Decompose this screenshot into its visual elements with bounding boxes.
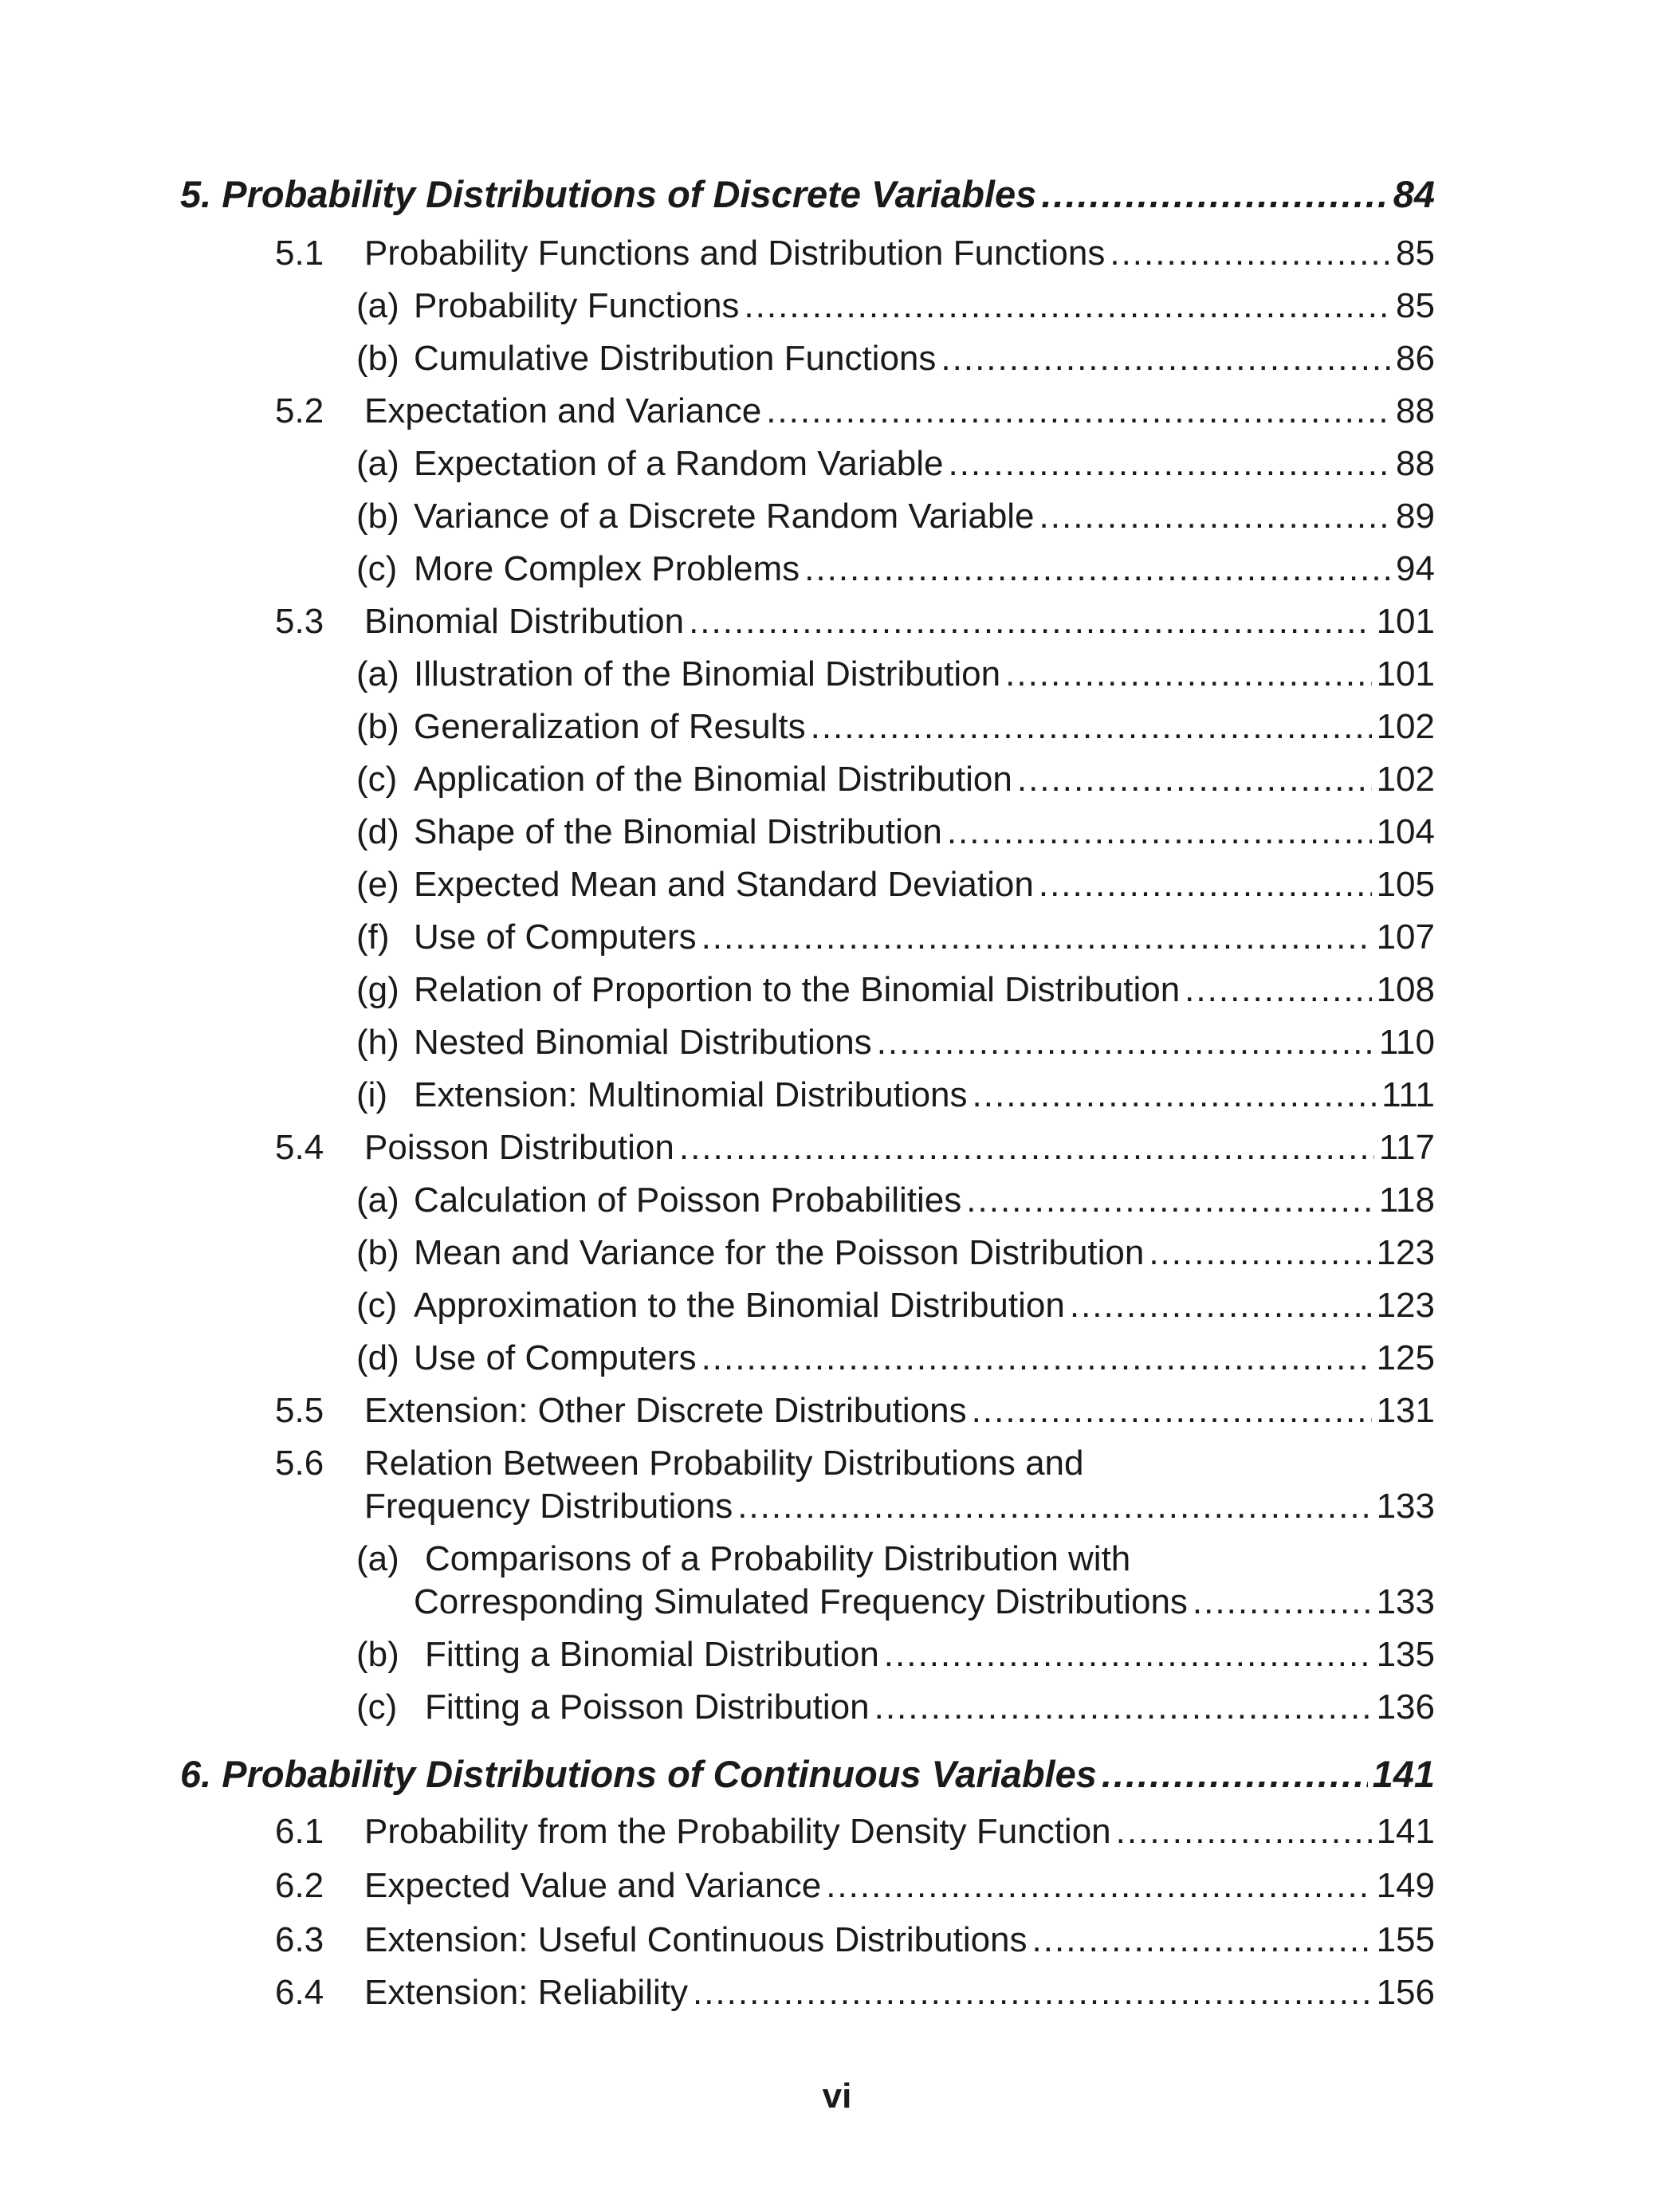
subsection-title: Generalization of Results	[414, 707, 806, 746]
subsection-5-4-a-entry	[356, 1177, 1435, 1224]
dot-leader	[737, 1483, 1371, 1530]
subsection-5-3-g-entry	[356, 966, 1435, 1014]
section-title: Expectation and Variance	[364, 391, 762, 430]
dot-leader	[1116, 1808, 1372, 1856]
dot-leader	[1005, 650, 1371, 698]
subsection-title: Approximation to the Binomial Distribution	[414, 1286, 1065, 1325]
page-number: 125	[1376, 1338, 1435, 1377]
subsection-5-2-a-entry	[356, 440, 1435, 488]
dot-leader	[948, 440, 1391, 488]
section-title: Extension: Other Discrete Distributions	[364, 1391, 967, 1430]
page-number: 141	[1376, 1812, 1435, 1851]
page-number: 110	[1378, 1023, 1435, 1062]
page-number: 141	[1372, 1753, 1435, 1795]
dot-leader	[1102, 1750, 1368, 1798]
section-title: Poisson Distribution	[364, 1128, 674, 1167]
section-title: Probability from the Probability Density Function	[364, 1812, 1111, 1851]
dot-leader	[884, 1631, 1372, 1679]
subsection-title-line1: Comparisons of a Probability Distribution with	[425, 1539, 1131, 1578]
subsection-5-6-c-entry	[356, 1684, 1435, 1731]
section-number: 5.1	[275, 234, 324, 273]
subsection-5-2-c-entry	[356, 545, 1435, 593]
dot-leader	[1070, 1282, 1372, 1330]
page-number: 85	[1396, 234, 1435, 273]
section-number: 6.2	[275, 1866, 324, 1905]
subsection-title: Cumulative Distribution Functions	[414, 339, 937, 378]
section-title-line2: Frequency Distributions	[364, 1487, 733, 1526]
dot-leader	[941, 335, 1391, 383]
page-number: 88	[1396, 444, 1435, 483]
subsection-letter: (b)	[356, 1635, 399, 1674]
dot-leader	[811, 703, 1372, 751]
chapter-title: 6. Probability Distributions of Continuous Variables	[180, 1753, 1097, 1795]
section-number: 5.5	[275, 1391, 324, 1430]
dot-leader	[947, 808, 1372, 856]
dot-leader	[1193, 1578, 1372, 1626]
subsection-5-3-i-entry	[356, 1071, 1435, 1119]
section-title: Extension: Useful Continuous Distributions	[364, 1920, 1028, 1959]
section-6-1-entry	[275, 1808, 1435, 1856]
section-title: Extension: Reliability	[364, 1973, 688, 2012]
subsection-title: More Complex Problems	[414, 549, 800, 588]
subsection-letter: (i)	[356, 1075, 388, 1114]
page-number: 118	[1378, 1181, 1435, 1220]
section-5-5-entry	[275, 1387, 1435, 1435]
dot-leader	[966, 1177, 1374, 1224]
subsection-letter: (b)	[356, 339, 399, 378]
section-number: 5.6	[275, 1444, 324, 1483]
chapter-6-entry	[180, 1750, 1435, 1798]
page-number: 107	[1376, 917, 1435, 957]
subsection-5-3-f-entry	[356, 913, 1435, 961]
subsection-title: Calculation of Poisson Probabilities	[414, 1181, 962, 1220]
subsection-title: Probability Functions	[414, 286, 740, 325]
section-title: Binomial Distribution	[364, 602, 685, 641]
subsection-title: Application of the Binomial Distribution	[414, 760, 1012, 799]
subsection-letter: (c)	[356, 1286, 398, 1325]
page-number: 101	[1376, 654, 1435, 693]
section-number: 6.3	[275, 1920, 324, 1959]
dot-leader	[877, 1019, 1374, 1067]
subsection-5-6-b-entry	[356, 1631, 1435, 1679]
page-number: 94	[1396, 549, 1435, 588]
chapter-5-entry	[180, 171, 1435, 218]
page-number: 156	[1376, 1973, 1435, 2012]
section-number: 5.4	[275, 1128, 324, 1167]
page-number: 133	[1376, 1582, 1435, 1621]
subsection-5-3-h-entry	[356, 1019, 1435, 1067]
page-number: 123	[1376, 1286, 1435, 1325]
dot-leader	[1185, 966, 1371, 1014]
subsection-5-6-a-entry	[414, 1578, 1435, 1626]
page-number: 89	[1396, 497, 1435, 536]
section-5-6-heading-line	[275, 1440, 1084, 1487]
page-number: 86	[1396, 339, 1435, 378]
page-number: 88	[1396, 391, 1435, 430]
subsection-5-4-c-entry	[356, 1282, 1435, 1330]
dot-leader	[1017, 756, 1372, 803]
page-number: 84	[1393, 173, 1435, 215]
dot-leader	[701, 1334, 1372, 1382]
subsection-5-4-d-entry	[356, 1334, 1435, 1382]
page-number: 111	[1381, 1075, 1435, 1114]
subsection-5-1-b-entry	[356, 335, 1435, 383]
dot-leader	[1041, 171, 1388, 218]
subsection-letter: (c)	[356, 549, 398, 588]
page-number: 105	[1376, 865, 1435, 904]
section-number: 5.3	[275, 602, 324, 641]
subsection-letter: (a)	[356, 1181, 399, 1220]
page-number: 101	[1376, 602, 1435, 641]
dot-leader	[766, 387, 1391, 435]
subsection-letter: (c)	[356, 1687, 398, 1727]
subsection-letter: (g)	[356, 970, 399, 1009]
subsection-5-1-a-entry	[356, 282, 1435, 330]
subsection-title: Shape of the Binomial Distribution	[414, 812, 942, 851]
page-number: 117	[1378, 1128, 1435, 1167]
dot-leader	[804, 545, 1391, 593]
subsection-letter: (h)	[356, 1023, 399, 1062]
page-number: 135	[1376, 1635, 1435, 1674]
section-5-2-entry	[275, 387, 1435, 435]
section-6-2-entry	[275, 1862, 1435, 1910]
subsection-5-4-b-entry	[356, 1229, 1435, 1277]
dot-leader	[679, 1124, 1374, 1172]
page-number: 104	[1376, 812, 1435, 851]
subsection-letter: (d)	[356, 1338, 399, 1377]
subsection-letter: (b)	[356, 497, 399, 536]
dot-leader	[1032, 1916, 1372, 1964]
section-5-1-entry	[275, 230, 1435, 277]
chapter-title: 5. Probability Distributions of Discrete Variables	[180, 173, 1037, 215]
subsection-letter: (a)	[356, 444, 399, 483]
dot-leader	[973, 1071, 1377, 1119]
subsection-5-3-c-entry	[356, 756, 1435, 803]
subsection-letter: (e)	[356, 865, 399, 904]
dot-leader	[1110, 230, 1391, 277]
subsection-5-3-e-entry	[356, 861, 1435, 909]
subsection-title: Use of Computers	[414, 917, 697, 957]
subsection-title: Relation of Proportion to the Binomial Distribution	[414, 970, 1181, 1009]
section-number: 6.4	[275, 1973, 324, 2012]
subsection-title-line2: Corresponding Simulated Frequency Distributions	[414, 1582, 1188, 1621]
subsection-title: Nested Binomial Distributions	[414, 1023, 872, 1062]
page-number: 131	[1376, 1391, 1435, 1430]
subsection-5-2-b-entry	[356, 493, 1435, 540]
page-folio: vi	[822, 2076, 852, 2116]
section-title-line1: Relation Between Probability Distributions and	[364, 1444, 1084, 1483]
subsection-title: Extension: Multinomial Distributions	[414, 1075, 968, 1114]
page-number: 85	[1396, 286, 1435, 325]
subsection-letter: (f)	[356, 917, 390, 957]
dot-leader	[874, 1684, 1372, 1731]
dot-leader	[972, 1387, 1372, 1435]
subsection-5-3-b-entry	[356, 703, 1435, 751]
dot-leader	[693, 1969, 1372, 2017]
subsection-5-3-a-entry	[356, 650, 1435, 698]
subsection-letter: (a)	[356, 286, 399, 325]
section-number: 6.1	[275, 1812, 324, 1851]
subsection-letter: (b)	[356, 1233, 399, 1272]
page-number: 155	[1376, 1920, 1435, 1959]
subsection-letter: (b)	[356, 707, 399, 746]
dot-leader	[1039, 861, 1372, 909]
page-number: 149	[1376, 1866, 1435, 1905]
dot-leader	[701, 913, 1372, 961]
subsection-letter: (a)	[356, 654, 399, 693]
page-number: 123	[1376, 1233, 1435, 1272]
subsection-title: Expectation of a Random Variable	[414, 444, 944, 483]
page-number: 102	[1376, 760, 1435, 799]
page-number: 108	[1376, 970, 1435, 1009]
dot-leader	[1039, 493, 1392, 540]
section-5-4-entry	[275, 1124, 1435, 1172]
dot-leader	[744, 282, 1391, 330]
dot-leader	[1149, 1229, 1371, 1277]
page-number: 136	[1376, 1687, 1435, 1727]
subsection-title: Fitting a Poisson Distribution	[425, 1687, 870, 1727]
subsection-title: Use of Computers	[414, 1338, 697, 1377]
section-5-6-entry	[364, 1483, 1435, 1530]
section-title: Probability Functions and Distribution Functions	[364, 234, 1106, 273]
section-6-3-entry	[275, 1916, 1435, 1964]
subsection-letter: (c)	[356, 760, 398, 799]
subsection-title: Variance of a Discrete Random Variable	[414, 497, 1035, 536]
subsection-letter: (d)	[356, 812, 399, 851]
subsection-title: Expected Mean and Standard Deviation	[414, 865, 1034, 904]
subsection-5-6-a-heading-line	[356, 1535, 1130, 1583]
dot-leader	[826, 1862, 1371, 1910]
section-number: 5.2	[275, 391, 324, 430]
dot-leader	[689, 598, 1372, 646]
subsection-title: Illustration of the Binomial Distribution	[414, 654, 1001, 693]
page-number: 133	[1376, 1487, 1435, 1526]
subsection-title: Fitting a Binomial Distribution	[425, 1635, 879, 1674]
section-5-3-entry	[275, 598, 1435, 646]
subsection-title: Mean and Variance for the Poisson Distribution	[414, 1233, 1145, 1272]
section-title: Expected Value and Variance	[364, 1866, 822, 1905]
subsection-5-3-d-entry	[356, 808, 1435, 856]
page-number: 102	[1376, 707, 1435, 746]
section-6-4-entry	[275, 1969, 1435, 2017]
subsection-letter: (a)	[356, 1539, 399, 1578]
